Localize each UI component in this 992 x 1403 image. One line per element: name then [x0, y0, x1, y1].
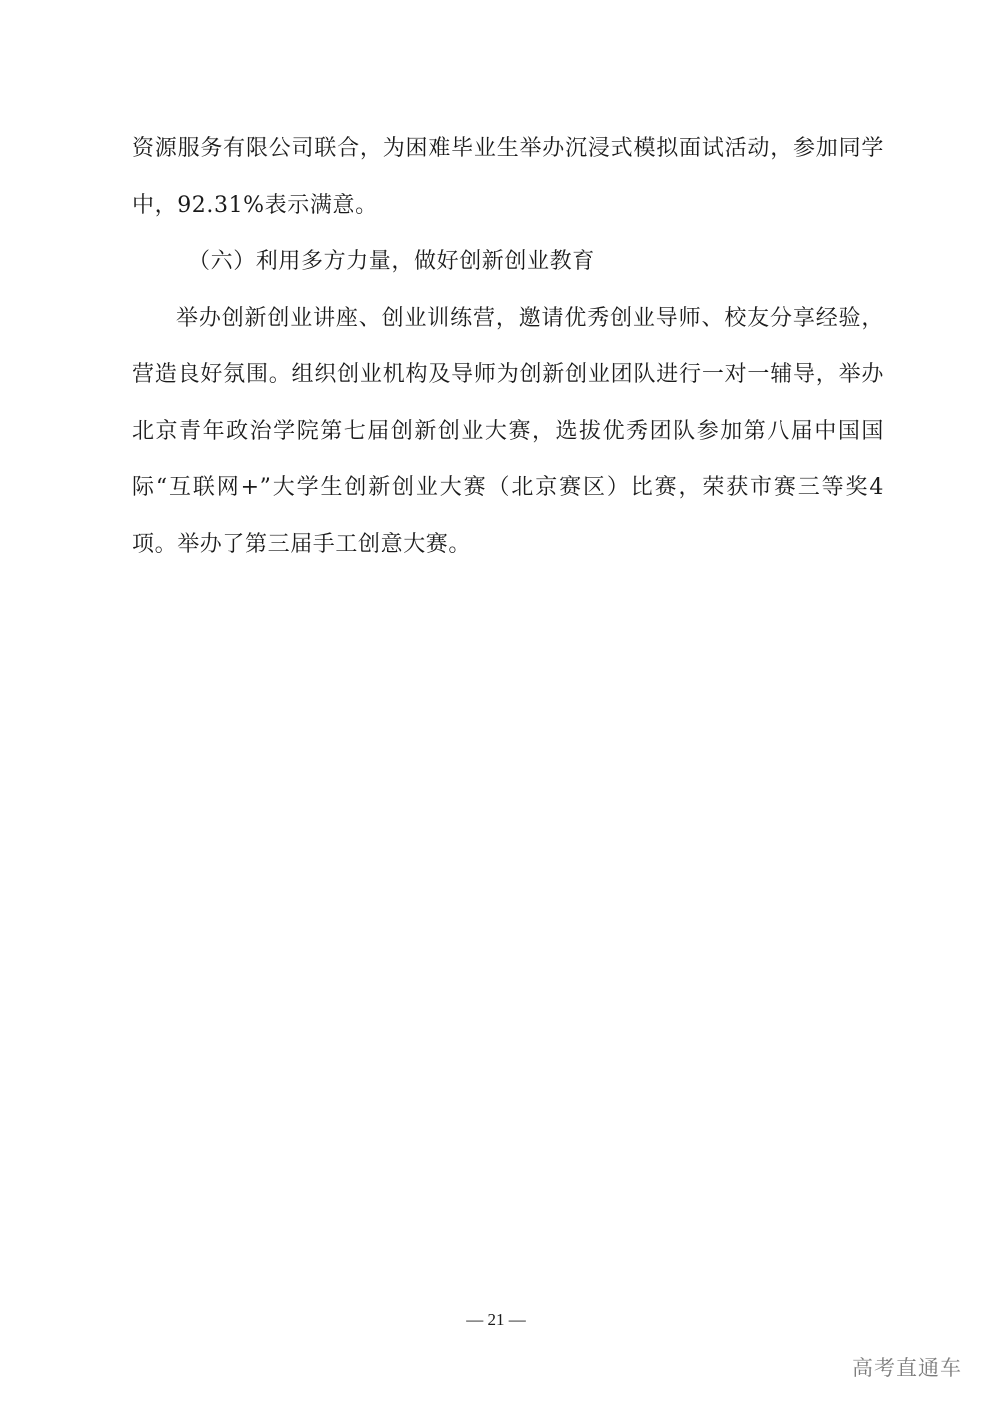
- document-body: [132, 121, 884, 573]
- paragraph-continuation: 资源服务有限公司联合，为困难毕业生举办沉浸式模拟面试活动，参加同学中，92.31%表示满意。: [132, 136, 884, 218]
- watermark-logo: 高考直通车: [852, 1356, 962, 1380]
- page-number: — 21 —: [466, 1310, 526, 1329]
- section-heading: （六）利用多方力量，做好创新创业教育: [188, 249, 595, 274]
- paragraph-innovation: 举办创新创业讲座、创业训练营，邀请优秀创业导师、校友分享经验，营造良好氛围。组织创业机构及导师为创新创业团队进行一对一辅导，举办北京青年政治学院第七届创新创业大赛，选拔优秀团队参加第八届中国国际“互联网+”大学生创新创业大赛（北京赛区）比赛，荣获市赛三等奖4项。举办了第三届手工创意大赛。: [132, 305, 884, 557]
